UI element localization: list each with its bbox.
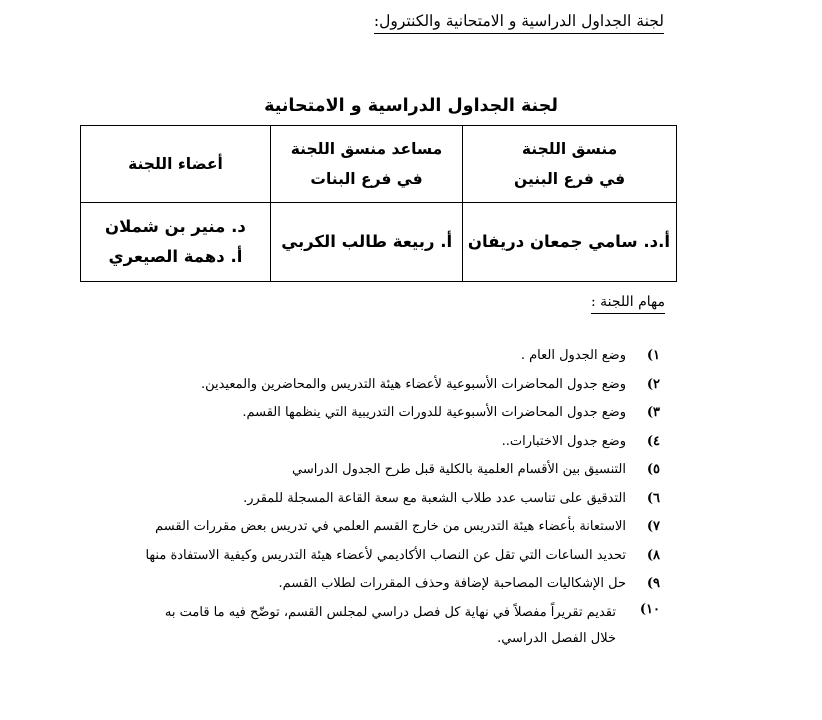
list-item (60, 574, 660, 603)
member-name-2: أ. دهمة الصيعري (108, 247, 243, 266)
task-number: ٧) (646, 519, 660, 534)
task-number: ٨) (646, 547, 660, 563)
task-number: ٣) (646, 405, 660, 420)
task-number: ٩) (646, 576, 660, 591)
table-names-row (81, 203, 677, 282)
list-item (60, 403, 660, 432)
task-text: وضع جدول الاختبارات.. (501, 433, 626, 449)
task-number: ٤) (646, 433, 660, 449)
task-text: التدقيق على تناسب عدد طلاب الشعبة مع سعة القاعة المسجلة للمقرر. (243, 490, 626, 506)
header-assistant-line1: مساعد منسق اللجنة (290, 140, 443, 158)
task-text: تقديم تقريراً مفصلاً في نهاية كل فصل دراسي لمجلس القسم، توضّح فيه ما قامت به خلال الفصل الدراسي. (164, 604, 616, 646)
task-number: ٢) (646, 376, 660, 392)
task-text: حل الإشكاليات المصاحبة لإضافة وحذف المقررات لطلاب القسم. (278, 576, 626, 591)
task-text: وضع جدول المحاضرات الأسبوعية للدورات التدريبية التي ينظمها القسم. (242, 405, 626, 420)
tasks-heading: مهام اللجنة : (591, 294, 665, 314)
assistant-name: أ. ربيعة طالب الكربي (281, 232, 453, 251)
list-item (60, 460, 660, 489)
committee-title: لجنة الجداول الدراسية و الامتحانية (264, 96, 558, 116)
table-header-row (81, 126, 677, 203)
header-coordinator-line1: منسق اللجنة (521, 140, 618, 158)
header-assistant (270, 126, 462, 203)
committee-table (80, 125, 677, 282)
assistant-cell (270, 203, 462, 282)
header-members (81, 126, 271, 203)
header-assistant-line2: في فرع البنات (310, 170, 423, 188)
task-text: وضع جدول المحاضرات الأسبوعية لأعضاء هيئة التدريس والمحاضرين والمعيدين. (200, 376, 626, 392)
task-text: تحديد الساعات التي تقل عن النصاب الأكاديمي لأعضاء هيئة التدريس وكيفية الاستفادة منها (145, 547, 626, 563)
tasks-list (60, 346, 660, 650)
task-text: التنسيق بين الأقسام العلمية بالكلية قبل طرح الجدول الدراسي (291, 462, 626, 477)
coordinator-cell (463, 203, 677, 282)
task-number: ١٠) (639, 601, 660, 617)
task-number: ٦) (646, 490, 660, 506)
member-name-1: د. منير بن شملان (104, 217, 246, 236)
section-heading: لجنة الجداول الدراسية و الامتحانية والكنترول: (374, 12, 664, 34)
header-coordinator-line2: في فرع البنين (514, 170, 626, 188)
task-text: وضع الجدول العام . (520, 348, 626, 363)
list-item (60, 375, 660, 404)
coordinator-name: أ.د. سامي جمعان دريفان (467, 232, 670, 251)
list-item (60, 600, 660, 650)
list-item (60, 346, 660, 375)
task-text: الاستعانة بأعضاء هيئة التدريس من خارج القسم العلمي في تدريس بعض مقررات القسم (155, 519, 626, 534)
members-cell (81, 203, 271, 282)
header-members-label: أعضاء اللجنة (128, 155, 223, 173)
task-number: ١) (646, 348, 660, 363)
list-item (60, 489, 660, 518)
header-coordinator (463, 126, 677, 203)
list-item (60, 546, 660, 575)
list-item (60, 517, 660, 546)
task-number: ٥) (646, 462, 660, 477)
list-item (60, 432, 660, 461)
